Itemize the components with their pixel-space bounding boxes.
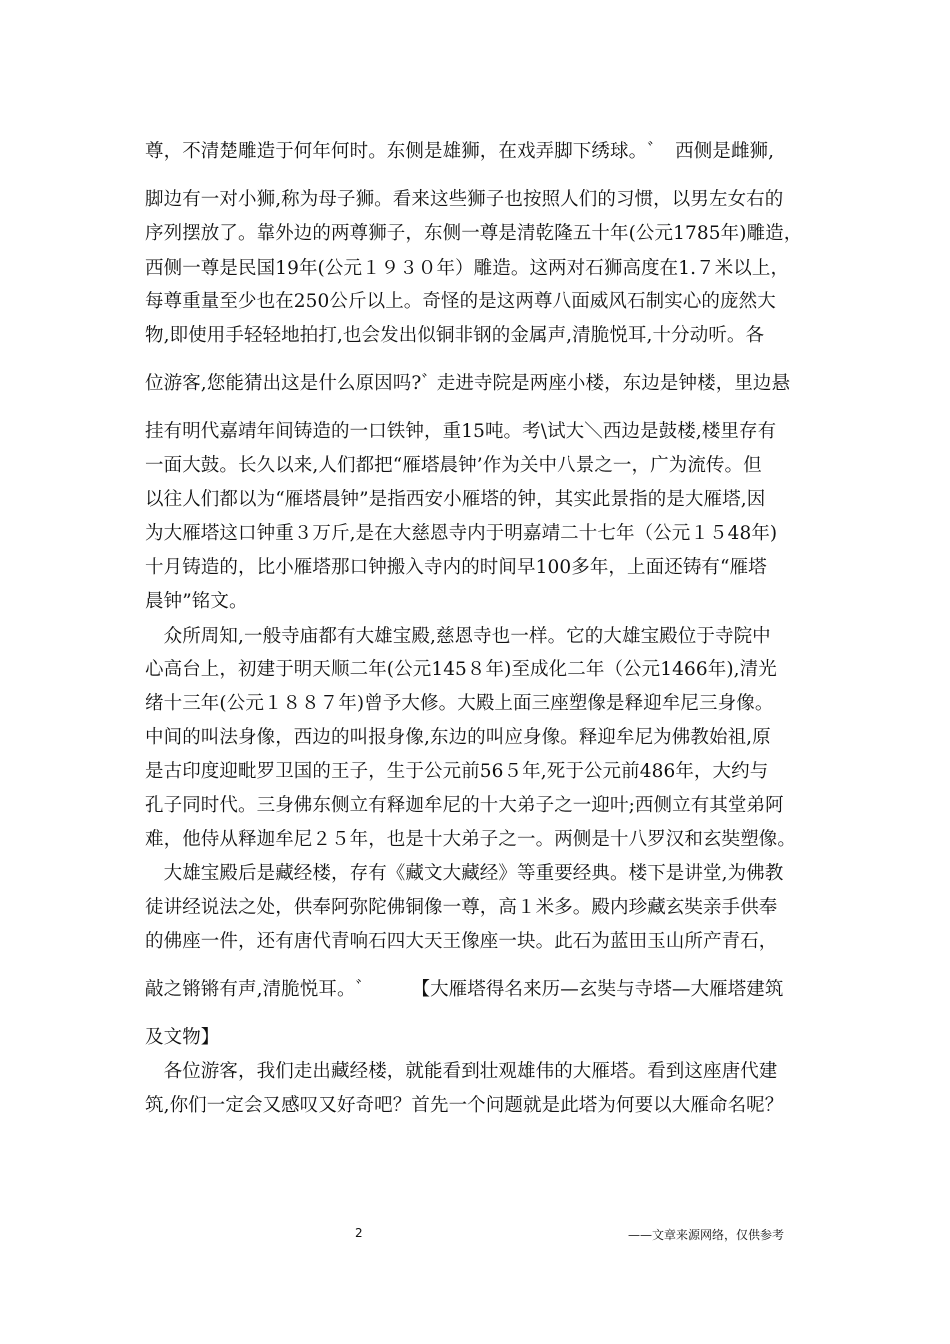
- text-line: 十月铸造的，比小雁塔那口钟搬入寺内的时间早100多年，上面还铸有“雁塔: [145, 557, 767, 578]
- text-line: 晨钟”铭文。: [145, 591, 248, 612]
- text-line: 挂有明代嘉靖年间铸造的一口铁钟，重15吨。考\试大＼西边是鼓楼,楼里存有: [145, 421, 777, 442]
- text-line: 以往人们都以为“雁塔晨钟”是指西安小雁塔的钟，其实此景指的是大雁塔,因: [145, 489, 766, 510]
- text-line: 尊，不清楚雕造于何年何时。东侧是雄狮，在戏弄脚下绣球。ﾞ 西侧是雌狮,: [145, 141, 775, 162]
- text-line: 是古印度迎毗罗卫国的王子，生于公元前56５年,死于公元前486年，大约与: [145, 761, 769, 782]
- text-line: 筑,你们一定会又感叹又好奇吧？首先一个问题就是此塔为何要以大雁命名呢？: [145, 1095, 784, 1116]
- text-line: 每尊重量至少也在250公斤以上。奇怪的是这两尊八面威风石制实心的庞然大: [145, 291, 776, 312]
- text-line: 为大雁塔这口钟重３万斤,是在大慈恩寺内于明嘉靖二十七年（公元１５48年): [145, 523, 778, 544]
- text-line: 徒讲经说法之处，供奉阿弥陀佛铜像一尊，高１米多。殿内珍藏玄奘亲手供奉: [145, 897, 778, 918]
- page-number: 2: [355, 1226, 363, 1240]
- text-line: 序列摆放了。靠外边的两尊狮子，东侧一尊是清乾隆五十年(公元1785年)雕造，: [145, 223, 803, 244]
- text-line: 的佛座一件，还有唐代青响石四大天王像座一块。此石为蓝田玉山所产青石，: [145, 931, 778, 952]
- text-line: 难，他侍从释迦牟尼２５年，也是十大弟子之一。两侧是十八罗汉和玄奘塑像。: [145, 829, 797, 850]
- text-line: 中间的叫法身像，西边的叫报身像,东边的叫应身像。释迎牟尼为佛教始祖,原: [145, 727, 771, 748]
- text-line: 孔子同时代。三身佛东侧立有释迦牟尼的十大弟子之一迎叶;西侧立有其堂弟阿: [145, 795, 784, 816]
- text-line: 一面大鼓。长久以来,人们都把“雁塔晨钟’作为关中八景之一，广为流传。但: [145, 455, 762, 476]
- text-line: 敲之锵锵有声,清脆悦耳。ﾞ 【大雁塔得名来历—玄奘与寺塔—大雁塔建筑: [145, 979, 784, 1000]
- text-line: 及文物】: [145, 1027, 220, 1048]
- text-line: 心高台上，初建于明天顺二年(公元145８年)至成化二年（公元1466年),清光: [145, 659, 777, 680]
- text-line: 脚边有一对小狮,称为母子狮。看来这些狮子也按照人们的习惯，以男左女右的: [145, 189, 784, 210]
- text-line: 物,即使用手轻轻地拍打,也会发出似铜非钢的金属声,清脆悦耳,十分动听。各: [145, 325, 765, 346]
- text-line: 众所周知,一般寺庙都有大雄宝殿,慈恩寺也一样。它的大雄宝殿位于寺院中: [145, 626, 771, 647]
- text-line: 各位游客，我们走出藏经楼，就能看到壮观雄伟的大雁塔。看到这座唐代建: [145, 1061, 778, 1082]
- text-line: 大雄宝殿后是藏经楼，存有《藏文大藏经》等重要经典。楼下是讲堂,为佛教: [145, 863, 784, 884]
- text-line: 绪十三年(公元１８８７年)曾予大修。大殿上面三座塑像是释迎牟尼三身像。: [145, 693, 774, 714]
- text-line: 位游客,您能猜出这是什么原因吗?ﾞ 走进寺院是两座小楼，东边是钟楼，里边悬: [145, 373, 791, 394]
- footer-note: ——文章来源网络，仅供参考: [628, 1228, 785, 1242]
- text-line: 西侧一尊是民国19年(公元１９３０年）雕造。这两对石狮高度在1.７米以上，: [145, 258, 790, 279]
